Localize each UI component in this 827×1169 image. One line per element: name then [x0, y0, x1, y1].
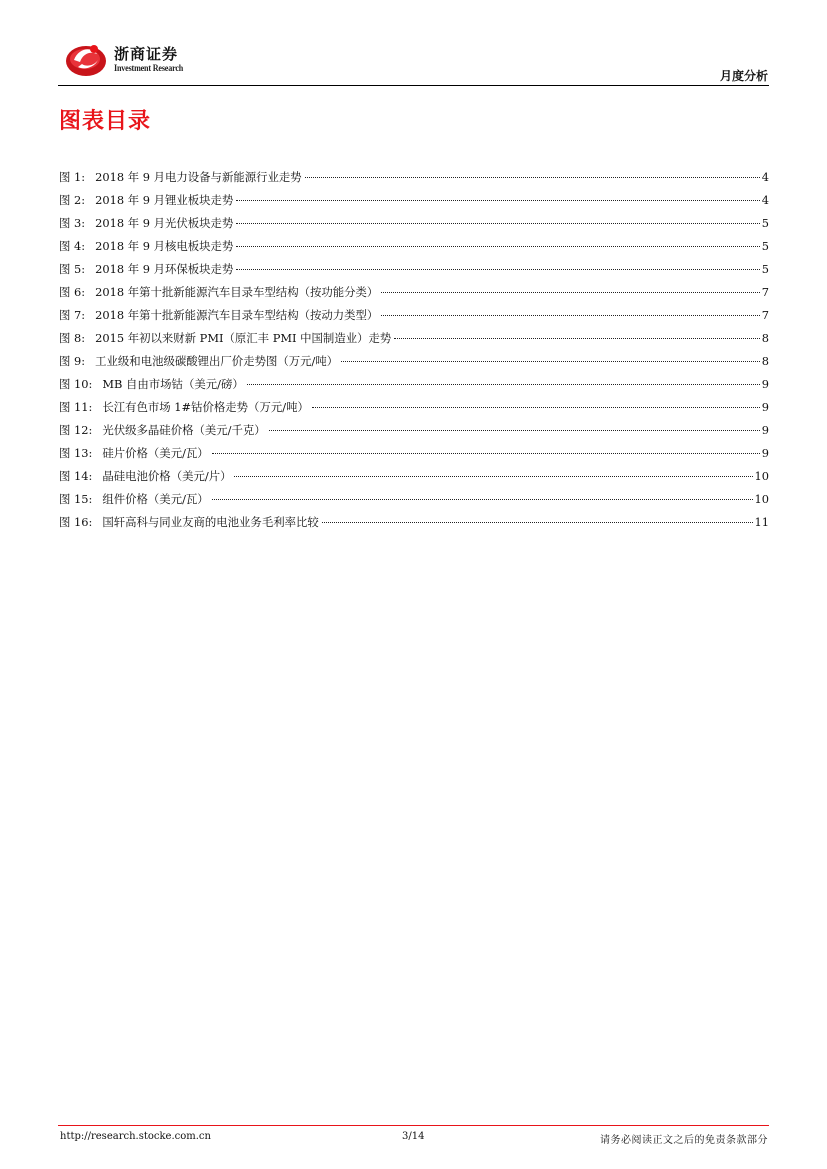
toc-entry-page: 9 — [761, 377, 769, 391]
page-number: 3/14 — [402, 1131, 425, 1142]
toc-leader-dots — [236, 246, 759, 247]
toc-entry-page: 9 — [761, 446, 769, 460]
toc-entry-title: 硅片价格（美元/瓦） — [102, 446, 209, 460]
toc-entry-number: 图 9: — [59, 354, 86, 368]
toc-entry-number: 图 6: — [59, 285, 86, 299]
report-type-label: 月度分析 — [719, 69, 768, 83]
toc-entry[interactable] — [59, 212, 769, 235]
toc-entry-title: 组件价格（美元/瓦） — [102, 492, 209, 506]
toc-entry-page: 9 — [761, 423, 769, 437]
toc-entry-title: 2018 年 9 月环保板块走势 — [95, 262, 234, 276]
toc-leader-dots — [381, 315, 759, 316]
toc-entry-number: 图 14: — [59, 469, 93, 483]
toc-entry[interactable] — [59, 442, 769, 465]
toc-leader-dots — [236, 269, 759, 270]
toc-leader-dots — [305, 177, 760, 178]
toc-leader-dots — [322, 522, 753, 523]
toc-leader-dots — [341, 361, 760, 362]
toc-entry[interactable] — [59, 511, 769, 534]
toc-entry[interactable] — [59, 350, 769, 373]
toc-leader-dots — [236, 200, 759, 201]
toc-entry-title: 2018 年第十批新能源汽车目录车型结构（按动力类型） — [95, 308, 379, 322]
toc-entry-number: 图 12: — [59, 423, 93, 437]
toc-entry[interactable] — [59, 419, 769, 442]
toc-entry-title: 光伏级多晶硅价格（美元/千克） — [102, 423, 266, 437]
toc-entry-page: 8 — [761, 331, 769, 345]
toc-entry-page: 4 — [761, 193, 769, 207]
toc-entry-title: 国轩高科与同业友商的电池业务毛利率比较 — [102, 515, 319, 529]
toc-entry-page: 5 — [761, 239, 769, 253]
toc-entry-number: 图 1: — [59, 170, 86, 184]
toc-entry-number: 图 15: — [59, 492, 93, 506]
footer-url-link[interactable]: http://research.stocke.com.cn — [60, 1131, 211, 1142]
toc-entry-title: 2018 年 9 月光伏板块走势 — [95, 216, 234, 230]
toc-entry-title: MB 自由市场钴（美元/磅） — [102, 377, 244, 391]
toc-entry[interactable] — [59, 373, 769, 396]
toc-entry-title: 长江有色市场 1#钴价格走势（万元/吨） — [102, 400, 309, 414]
toc-entry-number: 图 2: — [59, 193, 86, 207]
toc-entry-number: 图 10: — [59, 377, 93, 391]
toc-entry-number: 图 8: — [59, 331, 86, 345]
toc-entry[interactable] — [59, 235, 769, 258]
figure-list — [59, 166, 769, 534]
toc-entry[interactable] — [59, 488, 769, 511]
toc-entry-number: 图 5: — [59, 262, 86, 276]
toc-entry[interactable] — [59, 396, 769, 419]
toc-leader-dots — [212, 499, 753, 500]
toc-entry-title: 2015 年初以来财新 PMI（原汇丰 PMI 中国制造业）走势 — [95, 331, 392, 345]
toc-entry-number: 图 4: — [59, 239, 86, 253]
toc-entry-number: 图 16: — [59, 515, 93, 529]
toc-entry[interactable] — [59, 327, 769, 350]
toc-entry-number: 图 3: — [59, 216, 86, 230]
toc-leader-dots — [234, 476, 752, 477]
toc-entry[interactable] — [59, 189, 769, 212]
toc-entry-page: 8 — [761, 354, 769, 368]
toc-leader-dots — [312, 407, 760, 408]
toc-entry-title: 工业级和电池级碳酸锂出厂价走势图（万元/吨） — [95, 354, 339, 368]
toc-leader-dots — [381, 292, 759, 293]
toc-entry-title: 2018 年 9 月电力设备与新能源行业走势 — [95, 170, 302, 184]
toc-entry-page: 10 — [754, 469, 769, 483]
company-logo — [64, 38, 214, 80]
toc-entry-title: 2018 年第十批新能源汽车目录车型结构（按功能分类） — [95, 285, 379, 299]
toc-title: 图表目录 — [59, 109, 152, 134]
toc-entry-page: 7 — [761, 285, 769, 299]
toc-entry[interactable] — [59, 281, 769, 304]
toc-entry-number: 图 11: — [59, 400, 93, 414]
toc-entry-page: 7 — [761, 308, 769, 322]
toc-entry-number: 图 7: — [59, 308, 86, 322]
disclaimer-notice: 请务必阅读正文之后的免责条款部分 — [600, 1135, 768, 1146]
toc-leader-dots — [394, 338, 759, 339]
toc-entry-page: 11 — [754, 515, 769, 529]
logo-name-cn: 浙商证券 — [114, 45, 179, 63]
toc-entry-title: 晶硅电池价格（美元/片） — [102, 469, 232, 483]
toc-entry-page: 9 — [761, 400, 769, 414]
zheshang-logo-icon — [64, 40, 108, 78]
toc-entry[interactable] — [59, 166, 769, 189]
toc-entry-page: 5 — [761, 216, 769, 230]
toc-leader-dots — [247, 384, 760, 385]
toc-entry[interactable] — [59, 304, 769, 327]
toc-entry[interactable] — [59, 465, 769, 488]
toc-entry-page: 5 — [761, 262, 769, 276]
toc-entry-title: 2018 年 9 月锂业板块走势 — [95, 193, 234, 207]
logo-name-en: Investment Research — [114, 63, 184, 73]
toc-entry-number: 图 13: — [59, 446, 93, 460]
toc-leader-dots — [236, 223, 759, 224]
header-divider — [58, 85, 769, 86]
toc-entry[interactable] — [59, 258, 769, 281]
toc-entry-page: 10 — [754, 492, 769, 506]
toc-leader-dots — [269, 430, 760, 431]
toc-leader-dots — [212, 453, 760, 454]
footer-divider — [58, 1125, 769, 1126]
toc-entry-page: 4 — [761, 170, 769, 184]
toc-entry-title: 2018 年 9 月核电板块走势 — [95, 239, 234, 253]
